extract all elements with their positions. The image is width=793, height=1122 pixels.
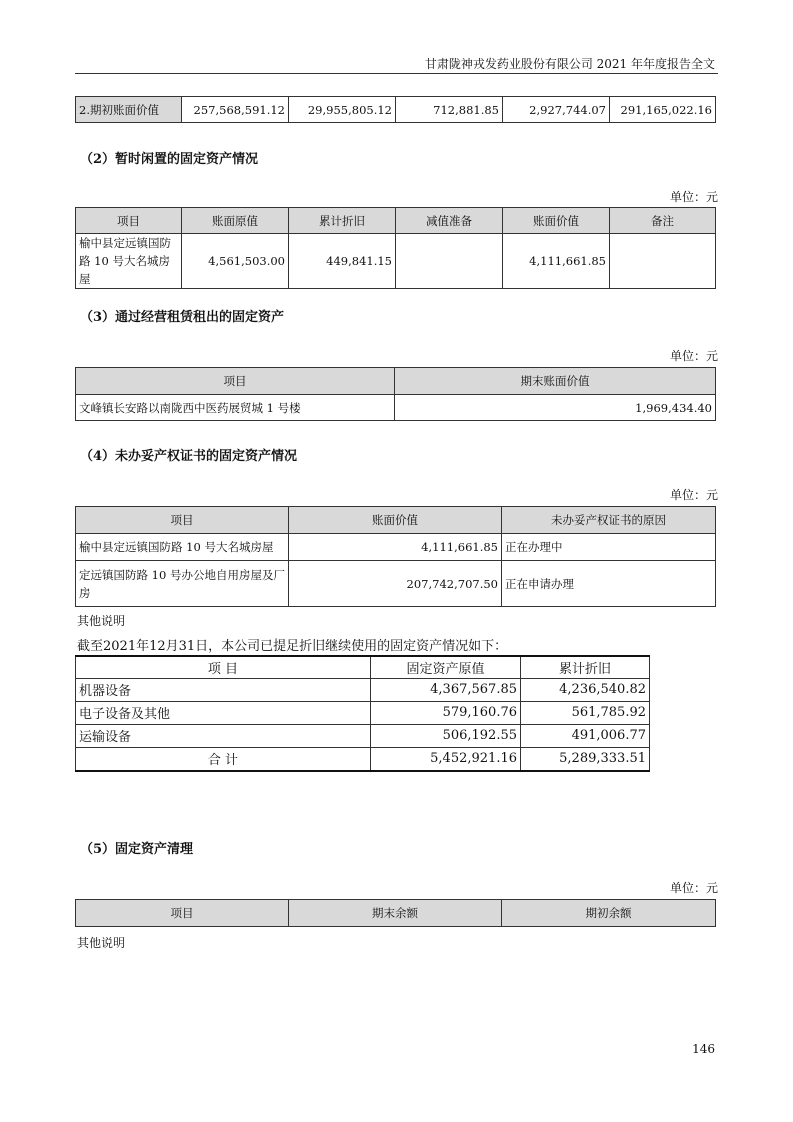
other-notes-label: 其他说明 xyxy=(77,614,126,628)
column-header: 备注 xyxy=(610,208,716,234)
section-title-idle-assets: （2）暂时闲置的固定资产情况 xyxy=(80,152,259,167)
table-idle-assets xyxy=(75,207,716,289)
table-cell: 榆中县定远镇国防路 10 号大名城房屋 xyxy=(76,234,182,289)
table-row xyxy=(76,234,716,289)
section-title-unregistered-assets: （4）未办妥产权证书的固定资产情况 xyxy=(80,449,298,464)
table-cell: 4,367,567.85 xyxy=(371,678,521,701)
table-cell: 506,192.55 xyxy=(371,724,521,747)
table-header-row xyxy=(76,368,716,395)
table-row xyxy=(76,97,716,123)
table-cell: 正在申请办理 xyxy=(502,561,716,607)
column-header: 期初余额 xyxy=(502,900,716,927)
table-cell: 运输设备 xyxy=(76,724,371,747)
table-cell: 2,927,744.07 xyxy=(503,97,610,123)
column-header: 账面原值 xyxy=(182,208,289,234)
table-header-row xyxy=(76,507,716,534)
section-title-asset-disposal: （5）固定资产清理 xyxy=(80,842,194,857)
section-title-leased-assets: （3）通过经营租赁租出的固定资产 xyxy=(80,310,285,325)
table-cell: 4,236,540.82 xyxy=(521,678,650,701)
table-cell xyxy=(396,234,503,289)
table-header-row xyxy=(76,900,716,927)
table-cell: 正在办理中 xyxy=(502,534,716,561)
table-cell: 207,742,707.50 xyxy=(289,561,502,607)
table-row xyxy=(76,395,716,421)
table-cell: 文峰镇长安路以南陇西中医药展贸城 1 号楼 xyxy=(76,395,395,421)
column-header: 项目 xyxy=(76,900,289,927)
table-cell: 5,452,921.16 xyxy=(371,747,521,771)
unit-label: 单位：元 xyxy=(669,190,718,204)
table-cell: 机器设备 xyxy=(76,678,371,701)
table-row xyxy=(76,678,650,701)
table-total-row xyxy=(76,747,650,771)
table-opening-book-value xyxy=(75,96,716,123)
column-header: 固定资产原值 xyxy=(371,656,521,678)
table-header-row xyxy=(76,208,716,234)
column-header: 期末账面价值 xyxy=(395,368,716,395)
column-header: 累计折旧 xyxy=(521,656,650,678)
table-cell: 29,955,805.12 xyxy=(289,97,396,123)
unit-label: 单位：元 xyxy=(669,349,718,363)
unit-label: 单位：元 xyxy=(669,881,718,895)
column-header: 期末余额 xyxy=(289,900,502,927)
table-cell: 561,785.92 xyxy=(521,701,650,724)
table-cell: 1,969,434.40 xyxy=(395,395,716,421)
table-unregistered-assets xyxy=(75,506,716,607)
page-header-title: 甘肃陇神戎发药业股份有限公司 2021 年年度报告全文 xyxy=(424,57,715,71)
table-cell: 712,881.85 xyxy=(396,97,503,123)
column-header: 减值准备 xyxy=(396,208,503,234)
table-row xyxy=(76,561,716,607)
table-cell: 4,561,503.00 xyxy=(182,234,289,289)
table-cell: 579,160.76 xyxy=(371,701,521,724)
table-cell xyxy=(610,234,716,289)
page-number: 146 xyxy=(692,1042,715,1056)
table-cell: 榆中县定远镇国防路 10 号大名城房屋 xyxy=(76,534,289,561)
table-cell: 合 计 xyxy=(76,747,371,771)
row-label: 2.期初账面价值 xyxy=(76,97,182,123)
table-cell: 291,165,022.16 xyxy=(610,97,716,123)
column-header: 账面价值 xyxy=(289,507,502,534)
table-header-row xyxy=(76,656,650,678)
depreciated-assets-intro: 截至2021年12月31日，本公司已提足折旧继续使用的固定资产情况如下： xyxy=(77,639,508,654)
column-header: 项目 xyxy=(76,368,395,395)
table-cell: 定远镇国防路 10 号办公地自用房屋及厂房 xyxy=(76,561,289,607)
table-cell: 491,006.77 xyxy=(521,724,650,747)
table-cell: 4,111,661.85 xyxy=(503,234,610,289)
table-cell: 电子设备及其他 xyxy=(76,701,371,724)
unit-label: 单位：元 xyxy=(669,488,718,502)
table-cell: 257,568,591.12 xyxy=(182,97,289,123)
column-header: 项目 xyxy=(76,208,182,234)
table-cell: 4,111,661.85 xyxy=(289,534,502,561)
table-leased-assets xyxy=(75,367,716,421)
column-header: 账面价值 xyxy=(503,208,610,234)
other-notes-label: 其他说明 xyxy=(77,936,126,950)
header-divider xyxy=(75,73,718,74)
table-cell: 5,289,333.51 xyxy=(521,747,650,771)
column-header: 项目 xyxy=(76,507,289,534)
column-header: 累计折旧 xyxy=(289,208,396,234)
table-row xyxy=(76,701,650,724)
table-asset-disposal xyxy=(75,899,716,927)
table-row xyxy=(76,724,650,747)
table-cell: 449,841.15 xyxy=(289,234,396,289)
table-row xyxy=(76,534,716,561)
column-header: 项 目 xyxy=(76,656,371,678)
column-header: 未办妥产权证书的原因 xyxy=(502,507,716,534)
table-fully-depreciated-assets xyxy=(75,655,650,772)
